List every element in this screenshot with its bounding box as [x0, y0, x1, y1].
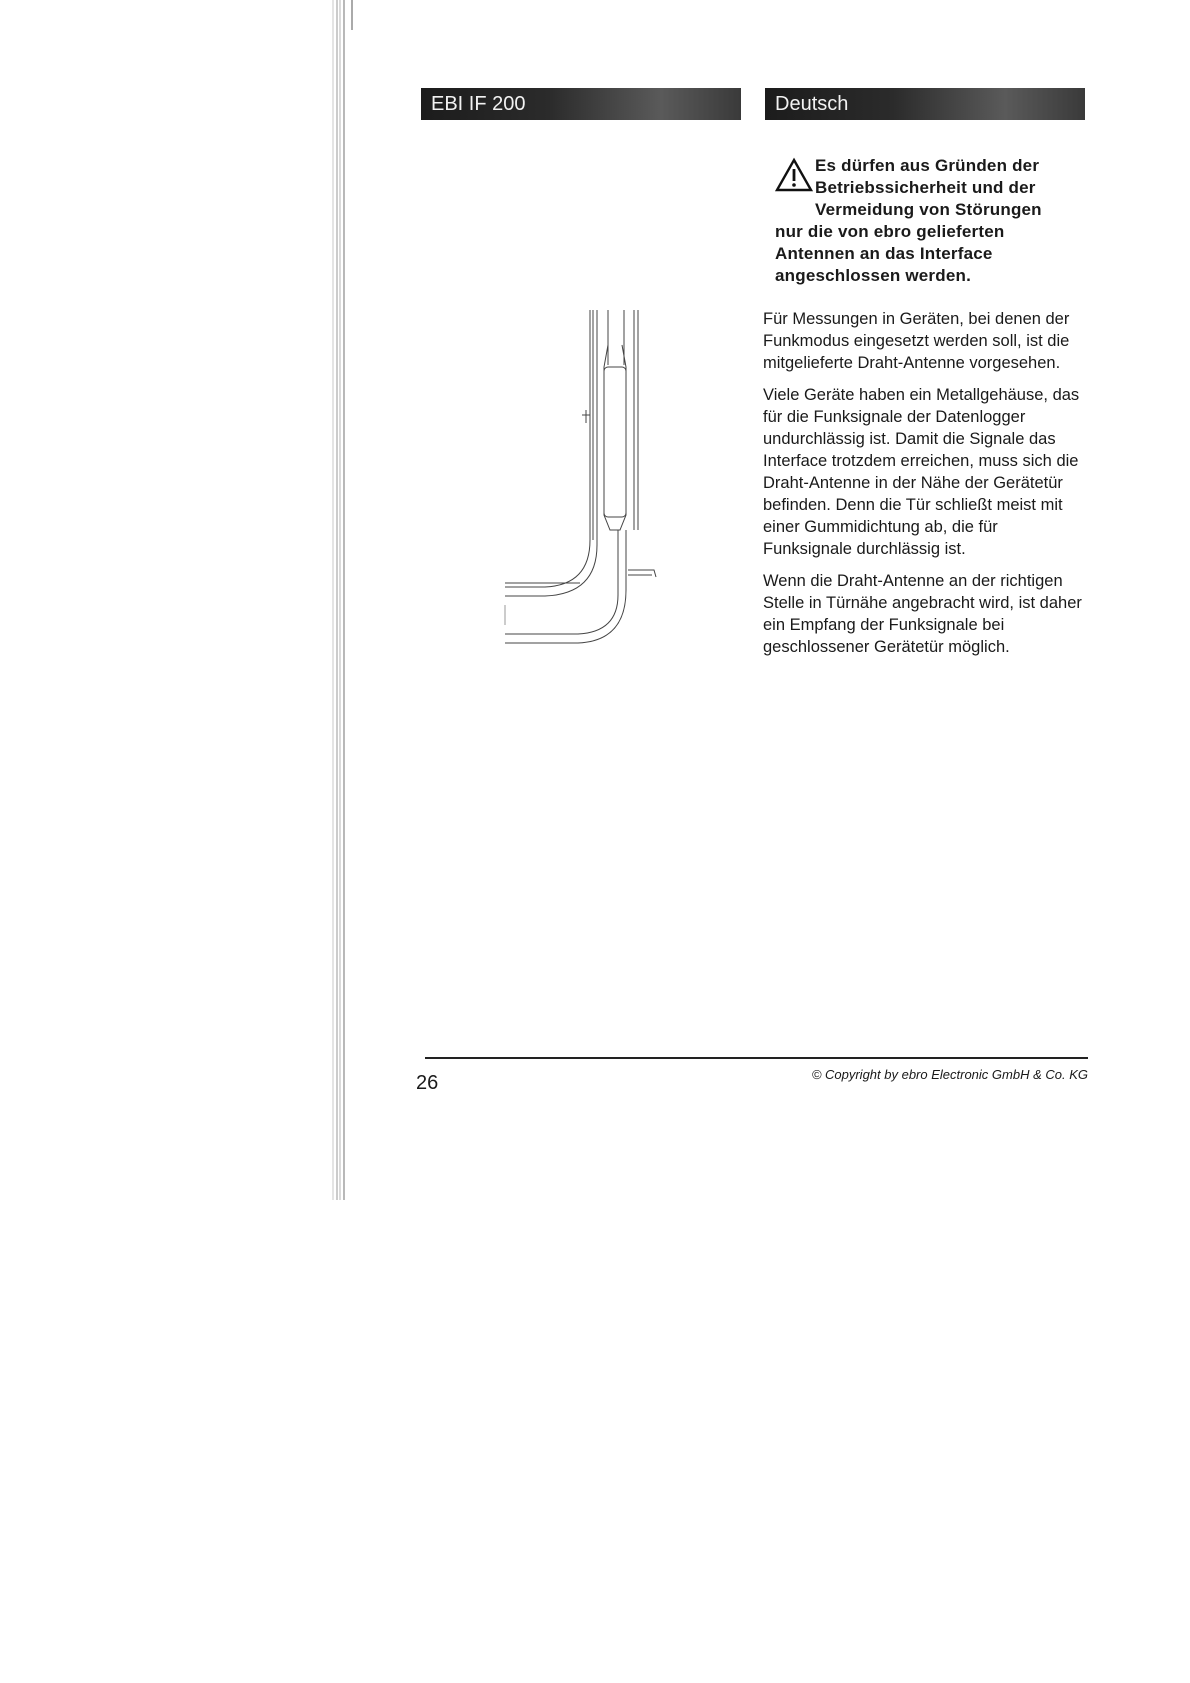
- warning-triangle-icon: [775, 157, 813, 193]
- language-title: Deutsch: [775, 93, 849, 115]
- warning-notice: [775, 155, 1075, 287]
- antenna-installation-diagram: [500, 305, 660, 645]
- warning-line-2: Betriebssicherheit und der: [815, 178, 1036, 197]
- page-number: 26: [416, 1072, 439, 1094]
- copyright-notice: © Copyright by ebro Electronic GmbH & Co. KG: [811, 1067, 1088, 1082]
- header-bar-language: [765, 88, 1085, 120]
- paragraph-2: Viele Geräte haben ein Metallgehäuse, das für die Funksignale der Datenlogger undurchlässig ist. Damit die Signale das Interface trotzdem erreichen, muss sich die Draht-Antenne in der Nähe der Gerätetür befinden. Denn die Tür schließt meist mit einer Gummidichtung ab, die für Funksignale durchlässig ist.: [763, 386, 1080, 558]
- paragraph-3: Wenn die Draht-Antenne an der richtigen Stelle in Türnähe angebracht wird, ist daher ein Empfang der Funksignale bei geschlossener Gerätetür möglich.: [763, 572, 1082, 656]
- warning-line-1: Es dürfen aus Gründen der: [815, 156, 1040, 175]
- warning-rest: nur die von ebro gelieferten Antennen an das Interface angeschlossen werden.: [775, 222, 1005, 285]
- body-text: [763, 308, 1083, 668]
- product-title: EBI IF 200: [431, 93, 526, 115]
- binding-edge-lines: [330, 0, 358, 1200]
- header-bar-product: [421, 88, 741, 120]
- paragraph-1: Für Messungen in Geräten, bei denen der Funkmodus eingesetzt werden soll, ist die mitgelieferte Draht-Antenne vorgesehen.: [763, 310, 1070, 372]
- warning-line-3: Vermeidung von Störungen: [815, 200, 1042, 219]
- footer-divider: [425, 1057, 1088, 1059]
